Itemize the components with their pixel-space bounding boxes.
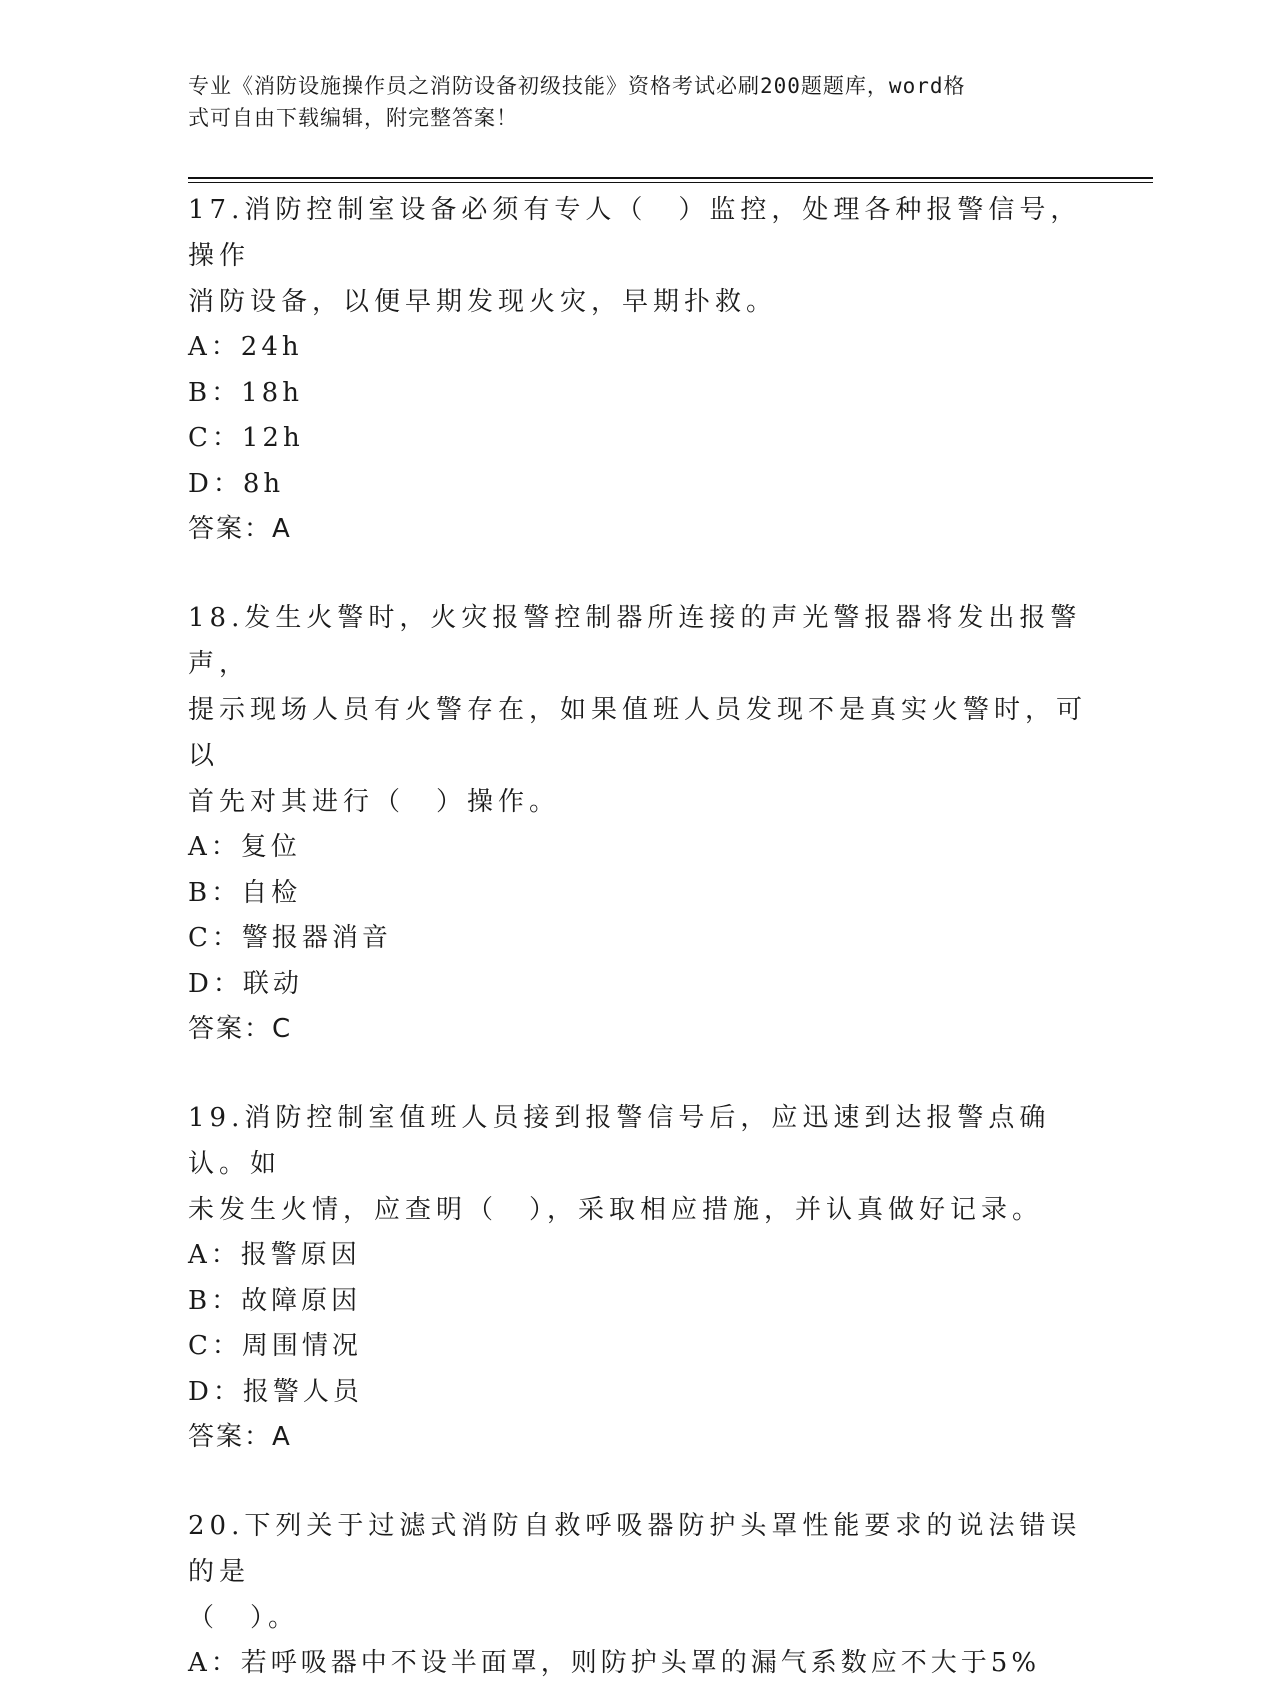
question-stem-line: 未发生火情，应查明（ ），采取相应措施，并认真做好记录。: [188, 1195, 1044, 1225]
document-header: [188, 70, 1068, 134]
option-c: C：周围情况: [188, 1331, 362, 1361]
option-d: D：报警人员: [188, 1376, 363, 1407]
option-b: B：自检: [188, 877, 302, 908]
question-stem-line: 首先对其进行（ ）操作。: [188, 787, 561, 817]
option-d: D：8h: [188, 468, 285, 499]
header-line-1: 专业《消防设施操作员之消防设备初级技能》资格考试必刷200题题库，word格: [188, 74, 966, 98]
question-stem-line: （ ）。: [188, 1603, 300, 1633]
question-stem-line: 17.消防控制室设备必须有专人（ ）监控，处理各种报警信号，操作: [188, 195, 1082, 271]
question-20: [188, 1503, 1088, 1687]
question-17: [188, 187, 1088, 551]
option-a: A：若呼吸器中不设半面罩，则防护头罩的漏气系数应不大于5%: [188, 1648, 1041, 1678]
question-stem-line: 18.发生火警时，火灾报警控制器所连接的声光警报器将发出报警声，: [188, 603, 1082, 679]
option-b: B：故障原因: [188, 1285, 362, 1316]
answer-line: 答案：C: [188, 1014, 293, 1044]
option-d: D：联动: [188, 968, 303, 999]
header-divider-thick: [188, 177, 1153, 179]
question-stem-line: 20.下列关于过滤式消防自救呼吸器防护头罩性能要求的说法错误的是: [188, 1511, 1082, 1587]
header-divider-thin: [188, 182, 1153, 183]
question-stem-line: 19.消防控制室值班人员接到报警信号后，应迅速到达报警点确认。如: [188, 1103, 1051, 1179]
header-line-2: 式可自由下载编辑，附完整答案！: [188, 106, 518, 130]
question-stem-line: 消防设备，以便早期发现火灾，早期扑救。: [188, 287, 778, 317]
answer-line: 答案：A: [188, 1422, 292, 1452]
option-c: C：12h: [188, 423, 304, 453]
question-18: [188, 595, 1088, 1051]
question-19: [188, 1095, 1088, 1459]
option-a: A：报警原因: [188, 1240, 361, 1270]
option-a: A：24h: [188, 332, 303, 362]
option-b: B：18h: [188, 377, 303, 408]
option-a: A：复位: [188, 832, 301, 862]
question-list: [188, 187, 1088, 1687]
option-c: C：警报器消音: [188, 923, 392, 953]
answer-line: 答案：A: [188, 514, 292, 544]
question-stem-line: 提示现场人员有火警存在，如果值班人员发现不是真实火警时，可以: [188, 695, 1088, 771]
